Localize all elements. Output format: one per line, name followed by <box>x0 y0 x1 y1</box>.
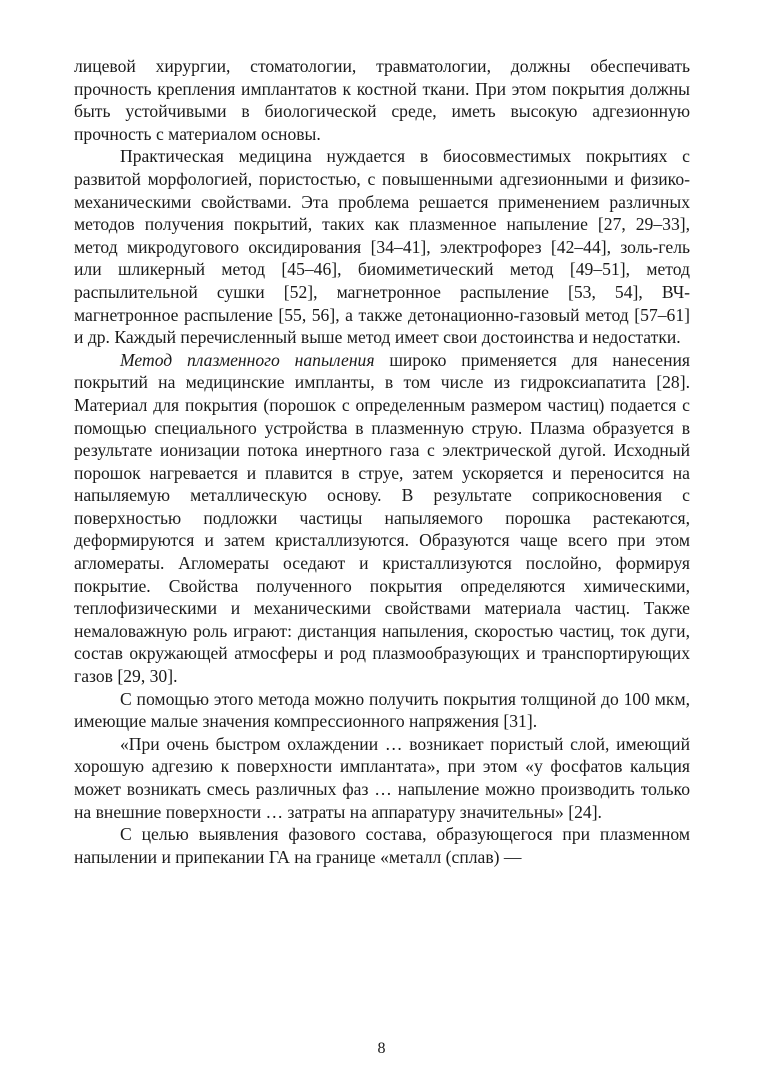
paragraph-1-text: лицевой хирургии, стоматологии, травматологии, должны обеспечивать прочность крепления имплантатов к костной ткани. При этом покрытия должны быть устойчивыми в биологической среде, иметь высокую адгезионную прочность с материалом основы. <box>74 56 690 144</box>
paragraph-6-text: С целью выявления фазового состава, образующегося при плазменном напылении и припекании ГА на границе «металл (сплав) — <box>74 824 690 867</box>
paragraph-3-italic-lead: Метод плазменного напыления <box>120 349 375 370</box>
paragraph-5-text: «При очень быстром охлаждении … возникает пористый слой, имеющий хорошую адгезию к поверхности имплантата», при этом «у фосфатов кальция может возникать смесь различных фаз … напыление можно производить только на внешние поверхности … затраты на аппаратуру значительны» [24]. <box>74 733 690 822</box>
paragraph-3 <box>74 349 690 688</box>
paragraph-2 <box>74 145 690 348</box>
paragraph-4 <box>74 688 690 733</box>
paragraph-5 <box>74 733 690 823</box>
paragraph-3-text: широко применяется для нанесения покрытий на медицинские импланты, в том числе из гидроксиапатита [28]. Материал для покрытия (порошок с определенным размером частиц) подается с помощью специального устройства в плазменную струю. Плазма образуется в результате ионизации потока инертного газа с электрической дугой. Исходный порошок нагревается и плавится в струе, затем ускоряется и переносится на напыляемую металлическую основу. В результате соприкосновения с поверхностью подложки частицы напыляемого порошка растекаются, деформируются и затем кристаллизуются. Образуются чаще всего при этом агломераты. Агломераты оседают и кристаллизуются послойно, формируя покрытие. Свойства полученного покрытия определяются химическими, теплофизическими и механическими свойствами материала частиц. Также немаловажную роль играют: дистанция напыления, скоростью частиц, ток дуги, состав окружающей атмосферы и род плазмообразующих и транспортирующих газов [29, 30]. <box>74 349 690 687</box>
paragraph-1 <box>74 55 690 145</box>
paragraph-6 <box>74 823 690 868</box>
body-text <box>74 55 690 868</box>
paragraph-2-text: Практическая медицина нуждается в биосовместимых покрытиях с развитой морфологией, пористостью, с повышенными адгезионными и физико-механическими свойствами. Эта проблема решается применением различных методов получения покрытий, таких как плазменное напыление [27, 29–33], метод микродугового оксидирования [34–41], электрофорез [42–44], золь-гель или шликерный метод [45–46], биомиметический метод [49–51], метод распылительной сушки [52], магнетронное распыление [53, 54], ВЧ-магнетронное распыление [55, 56], а также детонационно-газовый метод [57–61] и др. Каждый перечисленный выше метод имеет свои достоинства и недостатки. <box>74 146 690 348</box>
paragraph-4-text: С помощью этого метода можно получить покрытия толщиной до 100 мкм, имеющие малые значения компрессионного напряжения [31]. <box>74 688 690 732</box>
page-number: 8 <box>377 1040 386 1057</box>
